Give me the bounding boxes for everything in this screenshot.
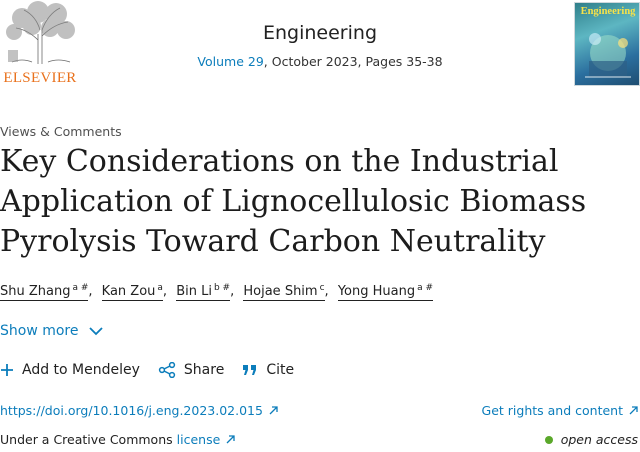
show-more-button[interactable] <box>0 323 103 339</box>
volume-link[interactable]: Volume 29 <box>197 54 264 69</box>
license-link-text: license <box>176 432 221 447</box>
add-to-mendeley-button[interactable] <box>0 362 140 378</box>
author-link[interactable]: Hojae Shim $^c$ <box>243 283 325 300</box>
article-category: Views & Comments <box>0 124 122 139</box>
article-title <box>0 142 600 262</box>
mendeley-label: Add to Mendeley <box>22 362 140 378</box>
open-access-dot-icon <box>545 436 553 444</box>
title-line: Application of Lignocellulosic Biomass <box>0 184 587 219</box>
journal-cover-image[interactable] <box>574 2 640 86</box>
title-line: Key Considerations on the Industrial <box>0 144 559 179</box>
author-affiliation: b # <box>213 283 231 293</box>
cover-artwork <box>575 3 640 86</box>
author-link[interactable]: Kan Zou $^a$ <box>101 283 163 300</box>
external-link-icon <box>226 435 235 444</box>
article-toolbar <box>0 362 312 378</box>
share-icon <box>158 362 176 378</box>
open-access-badge <box>545 432 638 447</box>
license-statement <box>0 432 235 447</box>
author-affiliation: a # <box>72 283 89 293</box>
author-affiliation: a # <box>417 283 434 293</box>
quote-icon <box>242 363 258 377</box>
doi-link[interactable] <box>0 403 278 418</box>
journal-title[interactable]: Engineering <box>263 22 377 44</box>
plus-icon <box>0 363 14 377</box>
author-link[interactable]: Bin Li $^{b \#}$ <box>176 283 231 300</box>
author-link[interactable]: Shu Zhang $^{a \#}$ <box>0 283 89 300</box>
elsevier-logo[interactable] <box>0 0 80 88</box>
external-link-icon <box>269 406 278 415</box>
show-more-label: Show more <box>0 323 79 339</box>
get-rights-link[interactable] <box>482 403 638 418</box>
author-affiliation: a <box>157 283 163 293</box>
cite-button[interactable] <box>242 362 294 378</box>
cite-label: Cite <box>266 362 295 378</box>
author-link[interactable]: Yong Huang $^{a \#}$ <box>337 283 434 300</box>
author-affiliation: c <box>319 283 325 293</box>
issue-details: , October 2023, Pages 35-38 <box>263 54 443 69</box>
share-button[interactable] <box>158 362 224 378</box>
rights-text: Get rights and content <box>481 403 623 418</box>
author-list: Shu Zhang $^{a \#}$, Kan Zou $^a$, Bin Li $^{b \#}$, Hojae Shim $^c$, Yong Huang $^{a \#}$ <box>0 283 434 300</box>
cover-title: Engineering <box>580 6 636 17</box>
issue-info <box>0 54 640 69</box>
license-link[interactable] <box>177 432 236 447</box>
share-label: Share <box>183 362 225 378</box>
open-access-label: open access <box>560 432 638 447</box>
title-line: Pyrolysis Toward Carbon Neutrality <box>0 224 546 259</box>
external-link-icon <box>629 406 638 415</box>
license-prefix: Under a Creative Commons <box>0 432 173 447</box>
chevron-down-icon <box>89 327 103 336</box>
doi-text: https://doi.org/10.1016/j.eng.2023.02.015 <box>0 403 263 418</box>
elsevier-wordmark: ELSEVIER <box>3 70 77 86</box>
